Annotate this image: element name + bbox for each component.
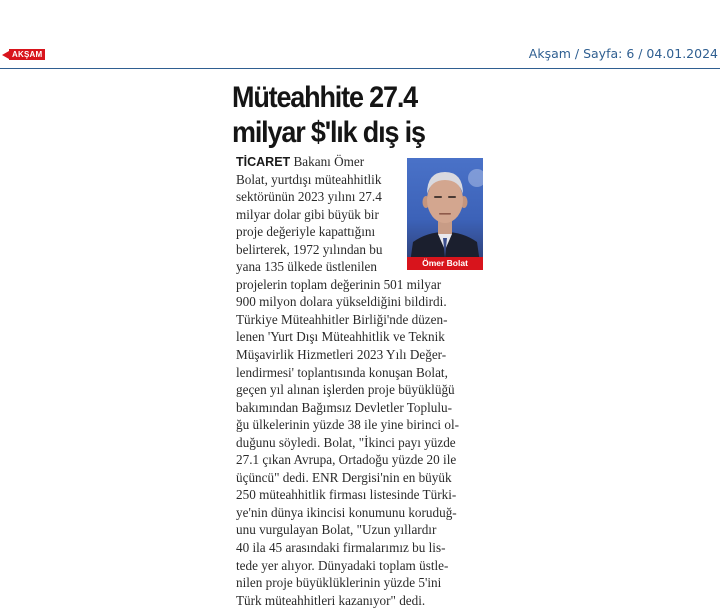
article-kicker: TİCARET	[236, 155, 291, 169]
header-divider	[0, 68, 720, 69]
body-line: sektörünün 2023 yılını 27.4	[236, 189, 382, 205]
headline-line-1: Müteahhite 27.4	[232, 81, 418, 114]
body-line: Müşavirlik Hizmetleri 2023 Yılı Değer-	[236, 347, 447, 363]
body-line: tede yer alıyor. Dünyadaki toplam üstle-	[236, 557, 449, 573]
source-info: Akşam / Sayfa: 6 / 04.01.2024	[528, 46, 718, 61]
body-line: 27.1 çıkan Avrupa, Ortadoğu yüzde 20 ile	[236, 452, 457, 468]
logo-text: AKŞAM	[9, 49, 45, 60]
body-line: lenen 'Yurt Dışı Müteahhitlik ve Teknik	[236, 329, 445, 345]
body-line: Bolat, yurtdışı müteahhitlik	[236, 171, 382, 187]
body-line: projelerin toplam değerinin 501 milyar	[236, 276, 442, 292]
article-headline	[232, 80, 468, 150]
body-line	[236, 153, 364, 171]
body-line: milyar dolar gibi büyük bir	[236, 206, 379, 222]
photo-caption: Ömer Bolat	[407, 257, 483, 270]
body-line: geçen yıl alınan işlerden proje büyüklüğü	[236, 382, 455, 398]
body-line: proje değeriyle kapattığını	[236, 224, 376, 240]
body-line: unu vurgulayan Bolat, "Uzun yıllardır	[236, 522, 437, 538]
akşam-logo	[2, 49, 45, 60]
body-line: 40 ila 45 arasındaki firmalarımız bu lis-	[236, 540, 446, 556]
body-line-text: Bakanı Ömer	[290, 154, 365, 169]
body-line: lendirmesi' toplantısında konuşan Bolat,	[236, 364, 448, 380]
article-body	[236, 153, 486, 609]
body-line: Türk müteahhitleri kazanıyor" dedi.	[236, 592, 426, 608]
body-line: nilen proje büyüklüklerinin yüzde 5'ini	[236, 575, 442, 591]
body-line: bakımından Bağımsız Devletler Toplulu-	[236, 399, 453, 415]
body-line: belirterek, 1972 yılından bu	[236, 241, 383, 257]
body-line: yana 135 ülkede üstlenilen	[236, 259, 377, 275]
body-line: üçüncü" dedi. ENR Dergisi'nin en büyük	[236, 469, 452, 485]
body-line: ğu ülkelerinin yüzde 38 ile yine birinci ol-	[236, 417, 460, 433]
headline-line-2: milyar $'lık dış iş	[232, 116, 425, 149]
logo-arrow-icon	[2, 51, 9, 59]
body-line: ye'nin dünya ikincisi konumunu koruduğ-	[236, 504, 457, 520]
body-line: duğunu söyledi. Bolat, "İkinci payı yüzde	[236, 434, 456, 450]
body-line: 250 müteahhitlik firması listesinde Türki-	[236, 487, 457, 503]
body-line: Türkiye Müteahhitler Birliği'nde düzen-	[236, 311, 448, 327]
body-line: 900 milyon dolara yükseldiğini bildirdi.	[236, 294, 447, 310]
